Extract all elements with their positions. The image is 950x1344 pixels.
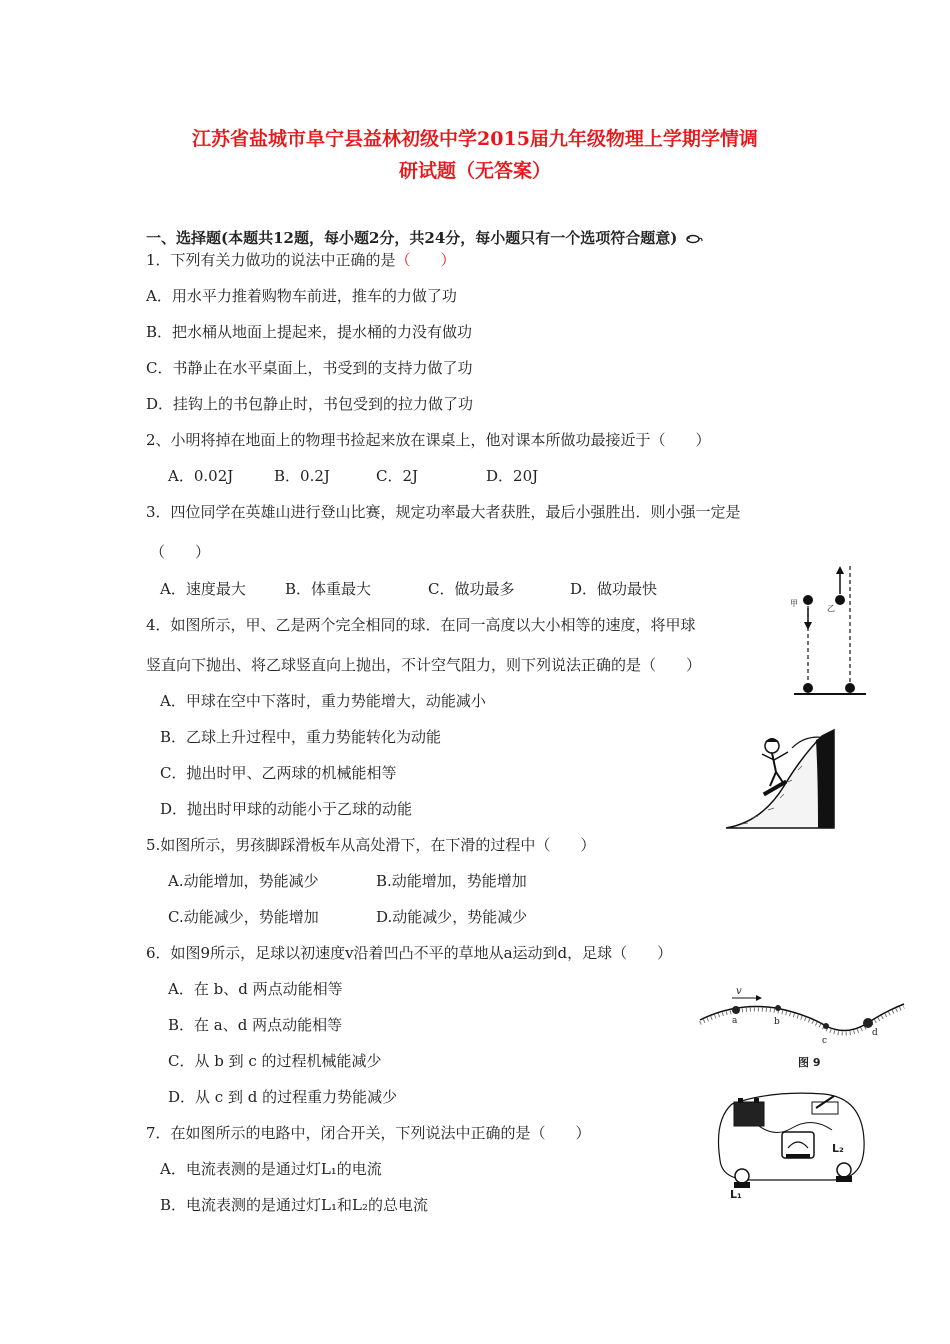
q4-option-b: B．乙球上升过程中，重力势能转化为动能 <box>160 728 442 746</box>
q4-fig-label-jia: 甲 <box>790 599 798 608</box>
q7-option-b: B．电流表测的是通过灯L₁和L₂的总电流 <box>160 1196 428 1214</box>
q5-option-b: B.动能增加，势能增加 <box>376 872 527 890</box>
q7-fig-label-l1: L₁ <box>730 1188 742 1201</box>
q4-option-c: C．抛出时甲、乙两球的机械能相等 <box>160 764 397 782</box>
q6-option-b: B．在 a、d 两点动能相等 <box>168 1016 343 1034</box>
q1-stem-line <box>146 250 456 270</box>
q1-option-d: D．挂钩上的书包静止时，书包受到的拉力做了功 <box>146 395 474 413</box>
q6-fig-caption: 图 9 <box>798 1056 821 1069</box>
q2-stem: 2、小明将掉在地面上的物理书捡起来放在课桌上，他对课本所做功最接近于（ ） <box>146 431 711 449</box>
q1-option-c: C．书静止在水平桌面上，书受到的支持力做了功 <box>146 359 473 377</box>
q2-option-d: D．20J <box>486 467 539 485</box>
q1-answer-paren: （ ） <box>395 251 456 269</box>
q6-option-d: D．从 c 到 d 的过程重力势能减少 <box>168 1088 398 1106</box>
section-heading-text: 一、选择题(本题共12题，每小题2分，共24分，每小题只有一个选项符合题意) <box>146 229 678 247</box>
q1-option-a: A．用水平力推着购物车前进，推车的力做了功 <box>146 287 457 305</box>
q2-option-b: B．0.2J <box>274 467 330 485</box>
mouse-icon <box>685 229 703 249</box>
section-heading <box>146 228 703 249</box>
q6-fig-label-d: d <box>872 1028 878 1038</box>
q3-option-c: C．做功最多 <box>428 580 515 598</box>
q7-option-a: A．电流表测的是通过灯L₁的电流 <box>160 1160 382 1178</box>
q6-fig-label-v: v <box>736 986 742 997</box>
q7-stem: 7．在如图所示的电路中，闭合开关，下列说法中正确的是（ ） <box>146 1124 591 1142</box>
q4-fig-label-yi: 乙 <box>827 604 835 613</box>
q5-option-c: C.动能减少，势能增加 <box>168 908 319 926</box>
q2-options <box>146 466 646 486</box>
doc-title-line1: 江苏省盐城市阜宁县益林初级中学2015届九年级物理上学期学情调 <box>192 128 758 150</box>
q7-fig-label-l2: L₂ <box>832 1142 844 1155</box>
q5-options-row1 <box>168 871 588 891</box>
q2-option-a: A．0.02J <box>168 467 234 485</box>
q5-option-d: D.动能减少，势能减少 <box>376 908 528 926</box>
q6-fig-label-a: a <box>732 1016 738 1026</box>
q6-fig-label-b: b <box>774 1017 780 1027</box>
q3-stem: 3．四位同学在英雄山进行登山比赛，规定功率最大者获胜，最后小强胜出．则小强一定是 <box>146 503 741 521</box>
q3-option-a: A．速度最大 <box>160 580 246 598</box>
q4-option-a: A．甲球在空中下落时，重力势能增大，动能减小 <box>160 692 486 710</box>
q3-option-d: D．做功最快 <box>570 580 658 598</box>
q6-option-a: A．在 b、d 两点动能相等 <box>168 980 343 998</box>
q6-figure-ground <box>696 984 910 1074</box>
doc-title-line2: 研试题（无答案） <box>398 160 551 182</box>
q1-option-b: B．把水桶从地面上提起来，提水桶的力没有做功 <box>146 323 473 341</box>
q7-figure-circuit <box>712 1080 872 1206</box>
q5-figure-skateboard <box>722 726 838 832</box>
q6-option-c: C．从 b 到 c 的过程机械能减少 <box>168 1052 382 1070</box>
q1-stem: 1．下列有关力做功的说法中正确的是 <box>146 251 396 269</box>
q4-stem-line2: 竖直向下抛出、将乙球竖直向上抛出，不计空气阻力，则下列说法正确的是（ ） <box>146 656 702 674</box>
q2-option-c: C．2J <box>376 467 419 485</box>
q6-fig-label-c: c <box>822 1036 828 1046</box>
q3-answer-paren: （ ） <box>150 543 211 561</box>
q5-stem: 5.如图所示，男孩脚踩滑板车从高处滑下，在下滑的过程中（ ） <box>146 836 596 854</box>
q3-options <box>146 579 706 599</box>
q5-options-row2 <box>168 907 588 927</box>
q4-figure-balls <box>790 560 870 700</box>
q6-stem: 6．如图9所示，足球以初速度v沿着凹凸不平的草地从a运动到d，足球（ ） <box>146 944 673 962</box>
q5-option-a: A.动能增加，势能减少 <box>168 872 319 890</box>
q4-stem-line1: 4．如图所示，甲、乙是两个完全相同的球．在同一高度以大小相等的速度，将甲球 <box>146 616 696 634</box>
q4-option-d: D．抛出时甲球的动能小于乙球的动能 <box>160 800 413 818</box>
q3-option-b: B．体重最大 <box>285 580 372 598</box>
